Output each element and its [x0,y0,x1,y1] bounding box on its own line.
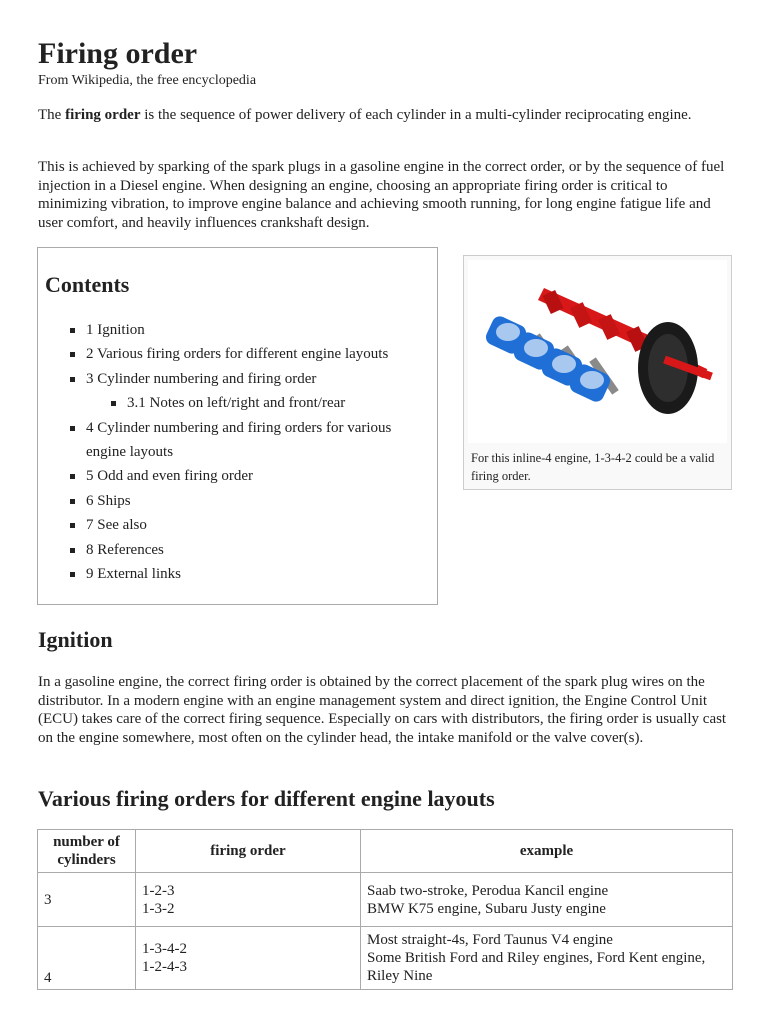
intro-paragraph-2: This is achieved by sparking of the spark plugs in a gasoline engine in the correct order, or by the sequence of fuel injection in a Diesel engine. When designing an engine, choosing an appropriate firing order is critical to minimizing vibration, to improve engine balance and achieving smooth running, for long engine fatigue life and user comfort, and heavily influences crankshaft design. [38,159,725,231]
toc-item-label: 3.1 Notes on left/right and front/rear [127,395,346,412]
bullet-icon [70,328,75,333]
cell-firing-order [136,873,361,927]
intro-paragraph-1 [38,106,738,125]
bullet-icon [70,426,75,431]
cell-example [361,873,733,927]
bullet-icon [70,548,75,553]
toc-item-references[interactable] [38,538,426,562]
column-header-firing-order[interactable]: firing order [136,830,361,873]
bullet-icon [70,499,75,504]
bullet-icon [111,401,116,406]
table-row [38,927,733,990]
toc-item-label: 8 References [86,541,164,558]
table-row [38,873,733,927]
intro-text-after: is the sequence of power delivery of each cylinder in a multi-cylinder reciprocating engine. [140,107,692,123]
engine-image[interactable] [468,260,727,443]
toc-title: Contents [45,272,130,297]
page-subtitle: From Wikipedia, the free encyclopedia [38,73,257,88]
table-of-contents [37,247,438,605]
toc-item-odd-even[interactable] [38,464,426,488]
toc-item-label: 7 See also [86,517,147,534]
toc-item-label: 2 Various firing orders for different engine layouts [86,346,389,363]
table-header-row [38,830,733,873]
column-header-cylinders[interactable]: number of cylinders [38,830,136,873]
toc-item-ships[interactable] [38,489,426,513]
toc-item-notes-left-right[interactable] [38,391,427,415]
bullet-icon [70,474,75,479]
section-heading-ignition: Ignition [38,627,113,652]
example-value: Saab two-stroke, Perodua Kancil engine [367,882,609,899]
toc-item-label: 6 Ships [86,492,131,509]
toc-item-ignition[interactable] [38,318,426,342]
toc-item-cylinder-numbering-layouts[interactable] [38,416,426,465]
toc-item-see-also[interactable] [38,513,426,537]
ignition-paragraph: In a gasoline engine, the correct firing order is obtained by the correct placement of the spark plug wires on the distributor. In a modern engine with an engine management system and direct ignition, the Engine Control Unit (ECU) takes care of the correct firing sequence. Especially on cars with distributors, the firing order is usually cast on the engine somewhere, most often on the cylinder head, the intake manifold or the valve cover(s). [38,674,727,746]
firing-order-value: 1-3-4-2 [142,941,187,957]
cell-firing-order [136,927,361,990]
toc-item-label: 9 External links [86,566,181,583]
section-heading-firing-orders: Various firing orders for different engine layouts [38,786,495,811]
cell-example [361,927,733,990]
toc-item-label: 4 Cylinder numbering and firing orders for various engine layouts [86,419,392,461]
column-header-example[interactable]: example [361,830,733,873]
bullet-icon [70,352,75,357]
bullet-icon [70,377,75,382]
example-value: Some British Ford and Riley engines, Ford Kent engine, Riley Nine [367,950,706,984]
toc-list [38,318,438,586]
intro-bold-term: firing order [65,107,141,123]
toc-item-various-firing-orders[interactable] [38,342,426,366]
cell-cylinders: 3 [38,873,136,927]
example-value: BMW K75 engine, Subaru Justy engine [367,900,606,917]
firing-order-table [37,829,733,990]
engine-figure [463,255,732,490]
toc-item-external-links[interactable] [38,562,426,586]
firing-order-value: 1-2-3 [142,882,175,899]
toc-item-label: 5 Odd and even firing order [86,468,254,485]
example-value: Most straight-4s, Ford Taunus V4 engine [367,932,613,948]
toc-item-cylinder-numbering[interactable] [38,367,426,391]
firing-order-value: 1-3-2 [142,900,175,917]
bullet-icon [70,523,75,528]
page-title: Firing order [38,37,198,70]
toc-item-label: 3 Cylinder numbering and firing order [86,370,317,387]
cell-cylinders: 4 [38,927,136,990]
bullet-icon [70,572,75,577]
figure-caption: For this inline-4 engine, 1-3-4-2 could be a valid firing order. [471,451,715,483]
toc-item-label: 1 Ignition [86,322,145,338]
inline-four-engine-icon [468,260,727,443]
firing-order-value: 1-2-4-3 [142,959,187,975]
intro-text-before: The [38,107,66,123]
